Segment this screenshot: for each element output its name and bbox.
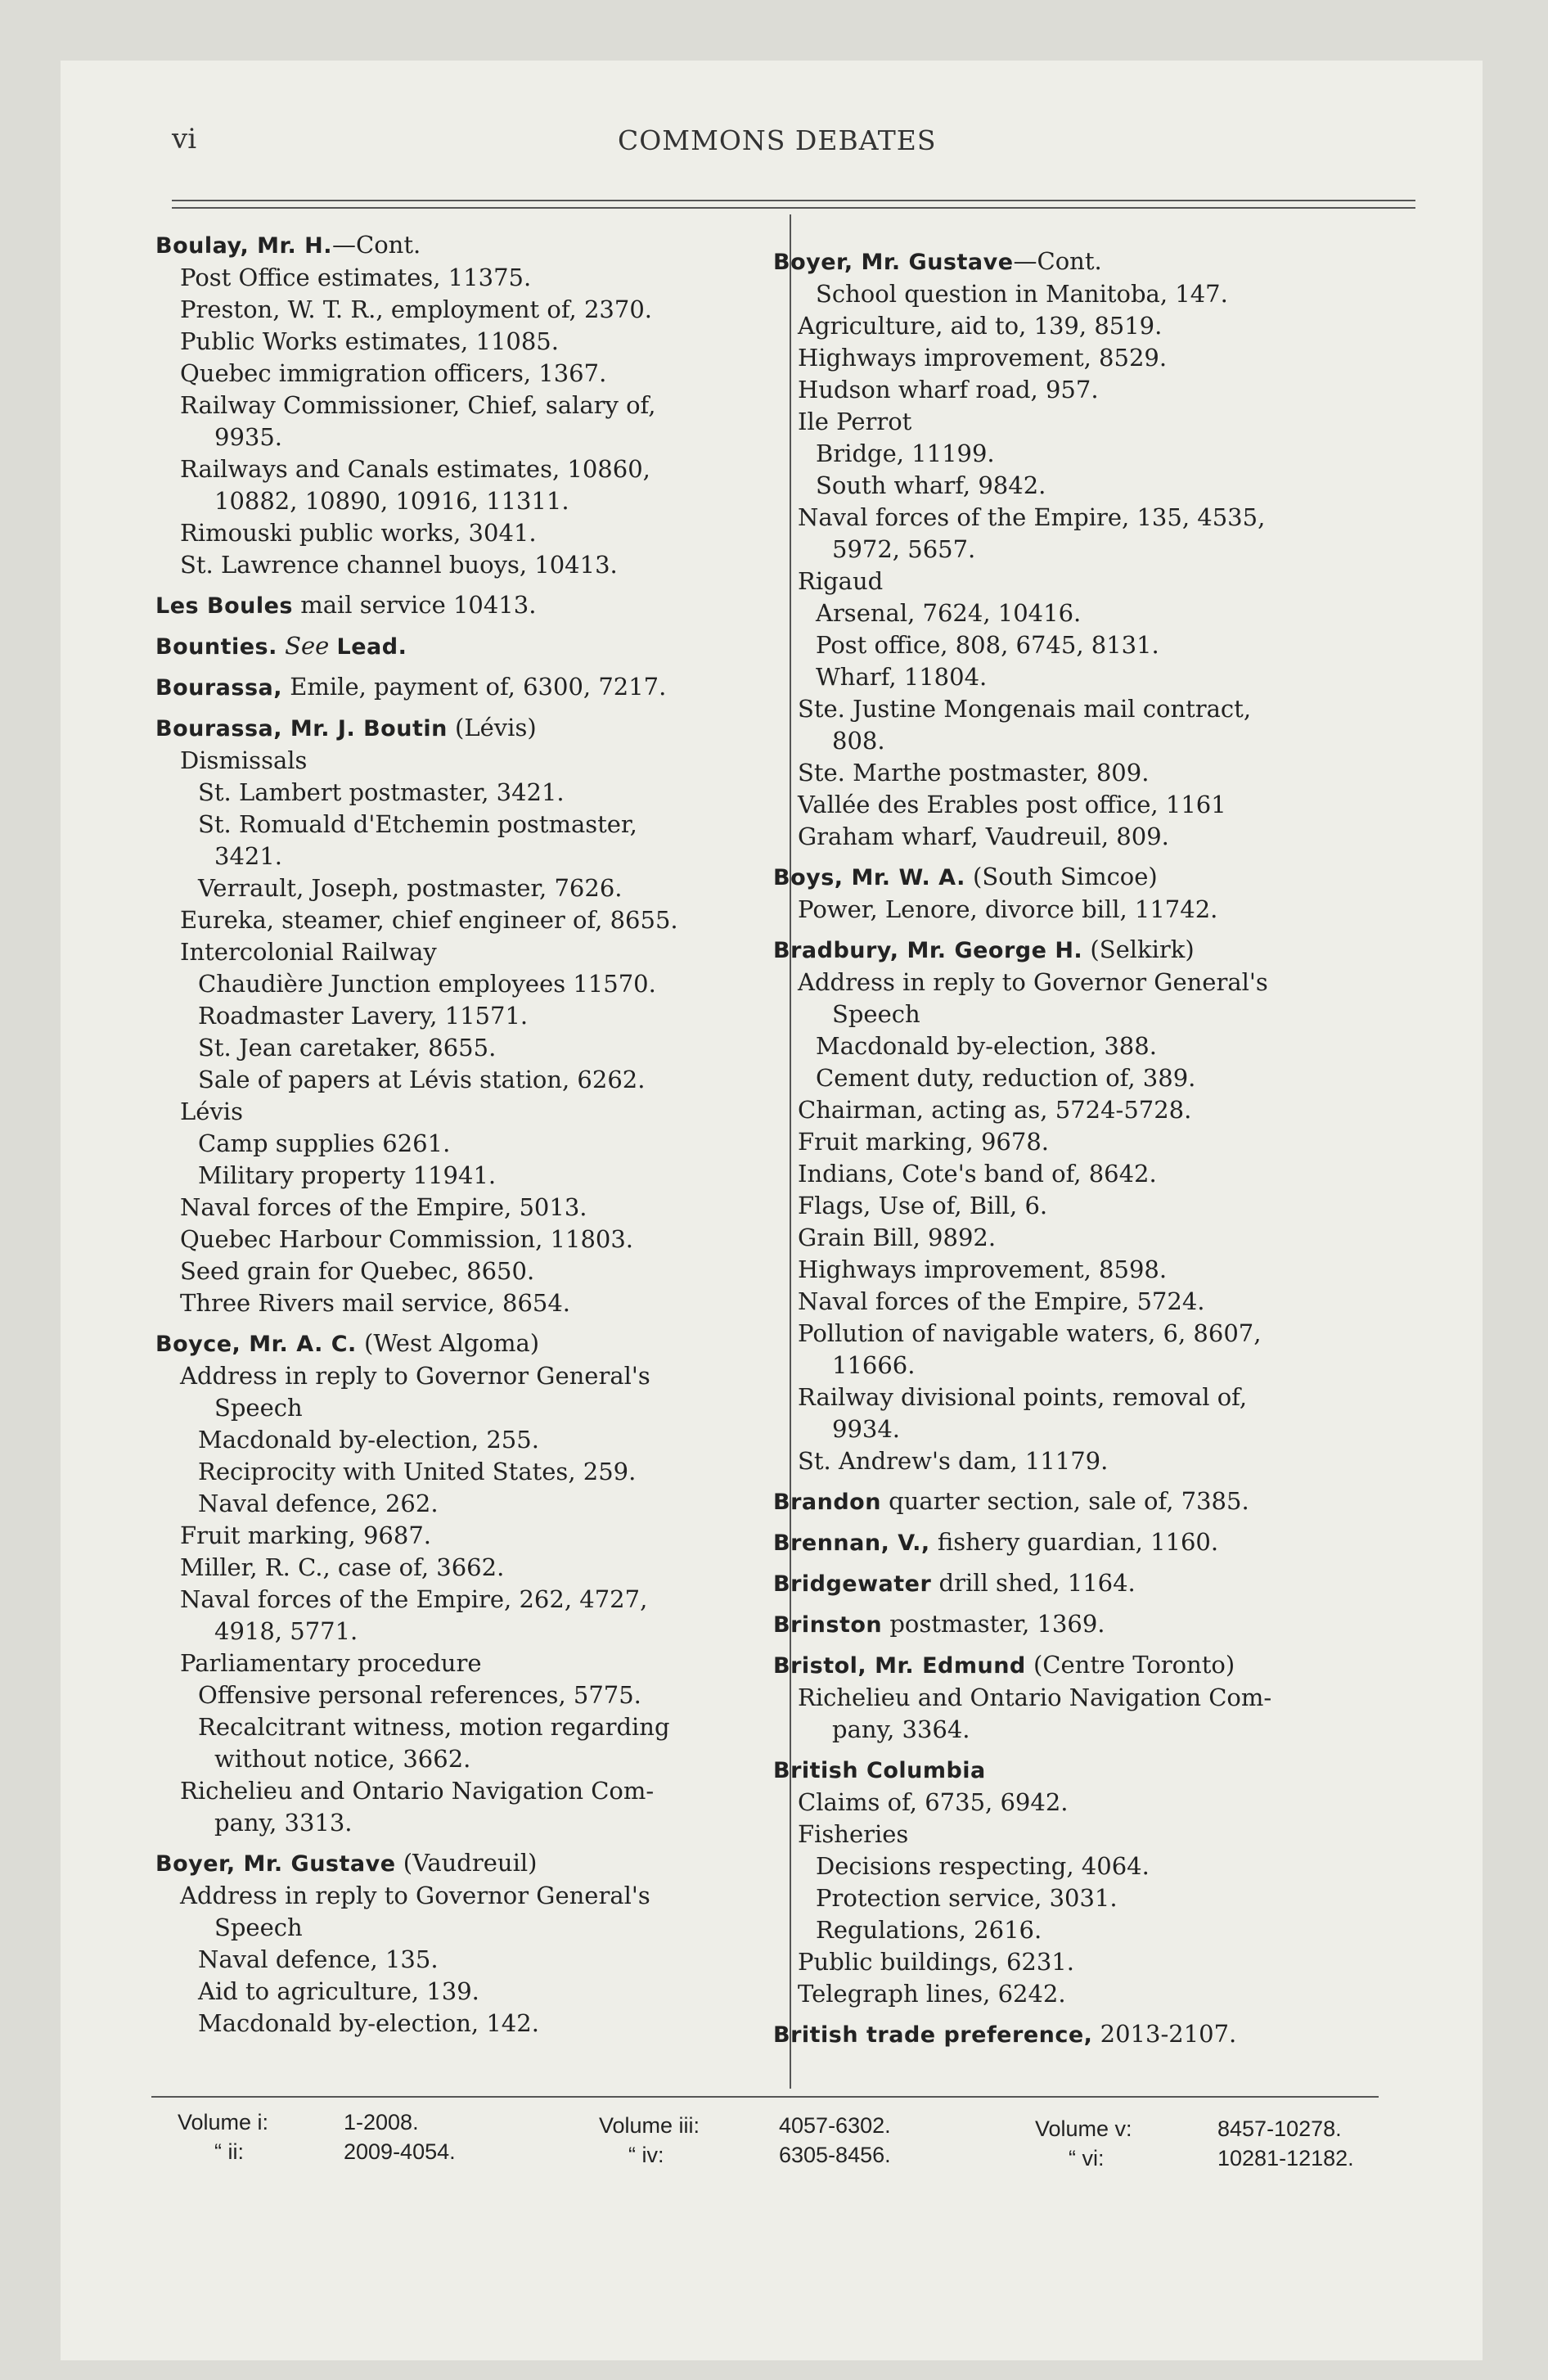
entry-text: Naval forces of the Empire, 5724. <box>798 1287 1205 1315</box>
entry-text: Hudson wharf road, 957. <box>798 376 1099 403</box>
entry-text: 11666. <box>832 1351 916 1379</box>
index-subentry <box>773 342 1407 374</box>
entry-text: Naval forces of the Empire, 5013. <box>180 1193 587 1221</box>
index-subentry <box>155 1552 769 1584</box>
index-subentry <box>155 1160 769 1192</box>
index-heading <box>155 671 769 704</box>
index-subentry <box>773 1978 1407 2010</box>
entry-text: Recalcitrant witness, motion regarding <box>198 1713 670 1741</box>
right-column <box>773 246 1407 2051</box>
entry-name: Brinston <box>773 1612 883 1638</box>
entry-detail: fishery guardian, 1160. <box>929 1528 1219 1556</box>
footer-range: 6305-8456. <box>779 2143 891 2167</box>
entry-name: Boys, Mr. W. A. <box>773 865 965 890</box>
entry-text: Ste. Marthe postmaster, 809. <box>798 759 1150 787</box>
index-subentry <box>155 453 769 485</box>
index-subentry <box>773 374 1407 406</box>
index-entry <box>155 229 769 581</box>
entry-text: Preston, W. T. R., employment of, 2370. <box>180 295 652 323</box>
entry-text: 5972, 5657. <box>832 535 976 563</box>
index-heading <box>773 861 1407 894</box>
index-subentry <box>773 1787 1407 1819</box>
entry-detail: (Centre Toronto) <box>1025 1651 1235 1679</box>
entry-detail: 2013-2107. <box>1092 2020 1237 2048</box>
index-heading <box>773 1649 1407 1682</box>
index-subentry <box>773 661 1407 693</box>
entry-text: Decisions respecting, 4064. <box>816 1852 1150 1880</box>
entry-name: Bradbury, Mr. George H. <box>773 938 1083 963</box>
index-subentry <box>773 1286 1407 1318</box>
entry-text: Wharf, 11804. <box>816 663 988 691</box>
index-subentry <box>155 904 769 936</box>
entry-text: Highways improvement, 8598. <box>798 1255 1168 1283</box>
entry-text: Macdonald by-election, 255. <box>198 1426 539 1454</box>
entry-text: Railway divisional points, removal of, <box>798 1383 1248 1411</box>
entry-text: 808. <box>832 727 885 755</box>
index-entry <box>155 712 769 1319</box>
entry-detail: Emile, payment of, 6300, 7217. <box>282 673 667 701</box>
index-subentry <box>773 789 1407 821</box>
index-heading <box>155 1327 769 1360</box>
index-entry <box>773 2018 1407 2051</box>
entry-text: Aid to agriculture, 139. <box>198 1977 479 2005</box>
index-subentry <box>155 841 769 872</box>
index-subentry <box>155 294 769 326</box>
index-subentry <box>773 1914 1407 1946</box>
index-subentry <box>155 262 769 294</box>
index-subentry <box>155 1360 769 1392</box>
entry-text: Protection service, 3031. <box>816 1884 1118 1912</box>
index-heading <box>773 1567 1407 1600</box>
index-entry <box>773 861 1407 926</box>
index-subentry <box>773 1382 1407 1413</box>
index-subentry <box>773 1350 1407 1382</box>
entry-text: Naval forces of the Empire, 135, 4535, <box>798 503 1266 531</box>
entry-detail: —Cont. <box>332 231 421 259</box>
entry-text: 9935. <box>214 423 283 451</box>
index-subentry <box>155 485 769 517</box>
index-entry <box>773 1754 1407 2010</box>
index-subentry <box>155 1807 769 1839</box>
index-subentry <box>155 1520 769 1552</box>
index-entry <box>773 246 1407 853</box>
index-subentry <box>155 1616 769 1648</box>
index-subentry <box>155 1679 769 1711</box>
index-heading <box>773 1526 1407 1559</box>
index-subentry <box>773 502 1407 534</box>
index-subentry <box>155 1944 769 1976</box>
entry-name: Boulay, Mr. H. <box>155 233 332 259</box>
entry-text: Address in reply to Governor General's <box>180 1362 650 1390</box>
index-subentry <box>773 310 1407 342</box>
entry-text: 10882, 10890, 10916, 11311. <box>214 487 569 515</box>
index-heading <box>773 934 1407 967</box>
entry-text: Vallée des Erables post office, 1161 <box>798 791 1226 818</box>
entry-text: Rigaud <box>798 567 884 595</box>
entry-text: Sale of papers at Lévis station, 6262. <box>198 1066 646 1093</box>
entry-detail: —Cont. <box>1013 247 1102 275</box>
entry-text: Richelieu and Ontario Navigation Com- <box>798 1684 1272 1711</box>
entry-text: Regulations, 2616. <box>816 1916 1042 1944</box>
entry-text: Roadmaster Lavery, 11571. <box>198 1002 529 1030</box>
index-subentry <box>155 1032 769 1064</box>
footer-label: “ vi: <box>1069 2146 1105 2170</box>
entry-text: Public buildings, 6231. <box>798 1948 1074 1976</box>
index-entry <box>773 1649 1407 1746</box>
index-subentry <box>155 809 769 841</box>
entry-text: Speech <box>214 1394 303 1422</box>
entry-text: Pollution of navigable waters, 6, 8607, <box>798 1319 1262 1347</box>
entry-text: Rimouski public works, 3041. <box>180 519 537 547</box>
entry-text: St. Andrew's dam, 11179. <box>798 1447 1109 1475</box>
index-subentry <box>155 1584 769 1616</box>
index-entry <box>773 1485 1407 1518</box>
index-subentry <box>773 1682 1407 1714</box>
footer-range: 2009-4054. <box>344 2139 456 2164</box>
entry-text: St. Jean caretaker, 8655. <box>198 1034 497 1062</box>
entry-detail: quarter section, sale of, 7385. <box>880 1487 1249 1515</box>
footer-label: Volume iii: <box>599 2113 700 2138</box>
index-subentry <box>155 1976 769 2008</box>
index-subentry <box>155 1392 769 1424</box>
index-heading <box>155 229 769 262</box>
entry-name: Bridgewater <box>773 1571 932 1597</box>
footer-range: 10281-12182. <box>1217 2146 1354 2170</box>
index-subentry <box>773 998 1407 1030</box>
entry-detail: postmaster, 1369. <box>882 1610 1105 1638</box>
index-subentry <box>773 757 1407 789</box>
entry-text: Naval defence, 262. <box>198 1490 439 1517</box>
index-entry <box>773 934 1407 1477</box>
entry-text: Address in reply to Governor General's <box>180 1882 650 1909</box>
entry-text: Indians, Cote's band of, 8642. <box>798 1160 1157 1188</box>
entry-text: Macdonald by-election, 142. <box>198 2009 539 2037</box>
footer-label: “ ii: <box>214 2139 244 2164</box>
header-rule <box>172 200 1415 209</box>
entry-name: Brandon <box>773 1490 881 1515</box>
entry-text: Highways improvement, 8529. <box>798 344 1168 372</box>
entry-text: Railway Commissioner, Chief, salary of, <box>180 391 656 419</box>
entry-name: Brennan, V., <box>773 1530 930 1556</box>
entry-text: Agriculture, aid to, 139, 8519. <box>798 312 1163 340</box>
index-subentry <box>773 725 1407 757</box>
index-subentry <box>773 1946 1407 1978</box>
index-subentry <box>155 1224 769 1255</box>
index-subentry <box>155 1064 769 1096</box>
entry-text: Fruit marking, 9678. <box>798 1128 1050 1156</box>
index-subentry <box>773 278 1407 310</box>
entry-detail: (Vaudreuil) <box>395 1849 538 1877</box>
see-reference: See <box>277 632 337 660</box>
index-subentry <box>155 1000 769 1032</box>
entry-text: Address in reply to Governor General's <box>798 968 1268 996</box>
footer-range: 4057-6302. <box>779 2113 891 2138</box>
index-subentry <box>773 1254 1407 1286</box>
entry-text: Fisheries <box>798 1820 909 1848</box>
page-number: vi <box>172 123 197 156</box>
entry-text: Railways and Canals estimates, 10860, <box>180 455 650 483</box>
entry-text: Macdonald by-election, 388. <box>816 1032 1157 1060</box>
index-subentry <box>773 1819 1407 1850</box>
index-subentry <box>773 693 1407 725</box>
index-subentry <box>155 517 769 549</box>
index-heading <box>773 1485 1407 1518</box>
index-subentry <box>155 549 769 581</box>
entry-text: Chairman, acting as, 5724-5728. <box>798 1096 1192 1124</box>
entry-text: St. Romuald d'Etchemin postmaster, <box>198 810 637 838</box>
entry-text: Camp supplies 6261. <box>198 1129 451 1157</box>
entry-name: Bourassa, Mr. J. Boutin <box>155 716 448 741</box>
index-heading <box>773 1608 1407 1641</box>
entry-text: Eureka, steamer, chief engineer of, 8655. <box>180 906 678 934</box>
index-subentry <box>155 968 769 1000</box>
index-subentry <box>155 1255 769 1287</box>
index-entry <box>155 1847 769 2040</box>
entry-text: Naval forces of the Empire, 262, 4727, <box>180 1585 648 1613</box>
index-subentry <box>155 358 769 390</box>
index-subentry <box>773 967 1407 998</box>
entry-text: Arsenal, 7624, 10416. <box>816 599 1082 627</box>
entry-text: Quebec Harbour Commission, 11803. <box>180 1225 634 1253</box>
entry-text: Military property 11941. <box>198 1161 497 1189</box>
entry-name: Les Boules <box>155 593 293 619</box>
entry-text: St. Lawrence channel buoys, 10413. <box>180 551 618 579</box>
index-subentry <box>773 1126 1407 1158</box>
index-subentry <box>155 1424 769 1456</box>
footer-range: 8457-10278. <box>1217 2116 1342 2141</box>
entry-name: Bounties. <box>155 634 277 660</box>
index-subentry <box>155 1880 769 1912</box>
entry-text: Seed grain for Quebec, 8650. <box>180 1257 535 1285</box>
entry-text: Fruit marking, 9687. <box>180 1521 432 1549</box>
index-subentry <box>155 1192 769 1224</box>
entry-text: Power, Lenore, divorce bill, 11742. <box>798 895 1218 923</box>
entry-text: St. Lambert postmaster, 3421. <box>198 778 565 806</box>
entry-detail: (Lévis) <box>447 714 537 741</box>
entry-name: British trade preference, <box>773 2022 1093 2048</box>
entry-text: Public Works estimates, 11085. <box>180 327 559 355</box>
index-entry <box>773 1608 1407 1641</box>
index-heading <box>155 589 769 622</box>
index-subentry <box>773 1850 1407 1882</box>
index-subentry <box>155 1912 769 1944</box>
index-heading <box>155 630 769 663</box>
index-subentry <box>155 745 769 777</box>
entry-text: Grain Bill, 9892. <box>798 1224 997 1251</box>
entry-name: Boyer, Mr. Gustave <box>155 1851 396 1877</box>
index-subentry <box>773 1222 1407 1254</box>
entry-text: Post office, 808, 6745, 8131. <box>816 631 1159 659</box>
entry-detail: drill shed, 1164. <box>931 1569 1136 1597</box>
entry-text: Chaudière Junction employees 11570. <box>198 970 656 998</box>
index-subentry <box>155 936 769 968</box>
entry-text: Parliamentary procedure <box>180 1649 482 1677</box>
entry-detail: (West Algoma) <box>356 1329 540 1357</box>
entry-text: Flags, Use of, Bill, 6. <box>798 1192 1048 1219</box>
index-subentry <box>155 1775 769 1807</box>
entry-text: Dismissals <box>180 746 308 774</box>
entry-text: School question in Manitoba, 147. <box>816 280 1228 308</box>
index-subentry <box>773 1882 1407 1914</box>
page-title: COMMONS DEBATES <box>618 124 937 156</box>
see-target: Lead. <box>336 634 407 660</box>
index-heading <box>773 1754 1407 1787</box>
entry-name: Boyer, Mr. Gustave <box>773 250 1014 275</box>
index-subentry <box>155 1743 769 1775</box>
index-subentry <box>155 1488 769 1520</box>
index-subentry <box>773 1318 1407 1350</box>
index-subentry <box>773 629 1407 661</box>
index-subentry <box>773 894 1407 926</box>
index-subentry <box>773 1158 1407 1190</box>
entry-text: Intercolonial Railway <box>180 938 437 966</box>
index-subentry <box>773 1413 1407 1445</box>
entry-text: Cement duty, reduction of, 389. <box>816 1064 1196 1092</box>
entry-text: Claims of, 6735, 6942. <box>798 1788 1069 1816</box>
index-entry <box>155 589 769 622</box>
left-column <box>155 229 769 2040</box>
entry-text: Speech <box>214 1913 303 1941</box>
entry-text: pany, 3313. <box>214 1809 353 1837</box>
entry-name: Boyce, Mr. A. C. <box>155 1332 357 1357</box>
index-subentry <box>155 390 769 421</box>
entry-text: South wharf, 9842. <box>816 471 1046 499</box>
entry-text: Richelieu and Ontario Navigation Com- <box>180 1777 655 1805</box>
index-subentry <box>155 421 769 453</box>
entry-detail: (Selkirk) <box>1082 935 1195 963</box>
index-entry <box>155 630 769 663</box>
index-subentry <box>773 1030 1407 1062</box>
index-subentry <box>155 326 769 358</box>
index-subentry <box>773 821 1407 853</box>
entry-text: without notice, 3662. <box>214 1745 471 1773</box>
index-subentry <box>773 1094 1407 1126</box>
index-subentry <box>773 406 1407 438</box>
entry-text: Three Rivers mail service, 8654. <box>180 1289 571 1317</box>
index-subentry <box>773 1445 1407 1477</box>
index-heading <box>773 2018 1407 2051</box>
index-subentry <box>155 1096 769 1128</box>
index-entry <box>773 1567 1407 1600</box>
index-subentry <box>773 438 1407 470</box>
entry-text: Bridge, 11199. <box>816 439 995 467</box>
footer-label: “ iv: <box>628 2143 664 2167</box>
index-subentry <box>155 1287 769 1319</box>
footer-label: Volume i: <box>178 2110 269 2134</box>
index-subentry <box>155 1711 769 1743</box>
entry-text: Speech <box>832 1000 920 1028</box>
entry-text: Offensive personal references, 5775. <box>198 1681 641 1709</box>
index-subentry <box>155 1128 769 1160</box>
index-subentry <box>155 1456 769 1488</box>
index-subentry <box>773 1190 1407 1222</box>
entry-text: Post Office estimates, 11375. <box>180 264 532 291</box>
entry-name: Bristol, Mr. Edmund <box>773 1653 1026 1679</box>
entry-text: Telegraph lines, 6242. <box>798 1980 1066 2008</box>
entry-text: Lévis <box>180 1098 243 1125</box>
footer-range: 1-2008. <box>344 2110 419 2134</box>
entry-text: 4918, 5771. <box>214 1617 358 1645</box>
index-subentry <box>773 1062 1407 1094</box>
index-heading <box>155 712 769 745</box>
index-subentry <box>773 597 1407 629</box>
index-subentry <box>773 534 1407 566</box>
entry-text: Ste. Justine Mongenais mail contract, <box>798 695 1252 723</box>
index-subentry <box>155 2008 769 2040</box>
footer-rule <box>151 2096 1379 2098</box>
index-heading <box>773 246 1407 278</box>
entry-text: Ile Perrot <box>798 408 912 435</box>
entry-text: Quebec immigration officers, 1367. <box>180 359 607 387</box>
entry-text: Miller, R. C., case of, 3662. <box>180 1553 505 1581</box>
entry-text: Reciprocity with United States, 259. <box>198 1458 637 1485</box>
entry-detail: mail service 10413. <box>292 591 537 619</box>
entry-text: 3421. <box>214 842 283 870</box>
index-subentry <box>773 470 1407 502</box>
footer-label: Volume v: <box>1035 2116 1132 2141</box>
entry-detail: (South Simcoe) <box>965 863 1158 890</box>
entry-name: British Columbia <box>773 1758 986 1783</box>
index-subentry <box>773 1714 1407 1746</box>
index-subentry <box>155 1648 769 1679</box>
index-subentry <box>155 777 769 809</box>
index-entry <box>773 1526 1407 1559</box>
entry-text: Naval defence, 135. <box>198 1945 439 1973</box>
index-entry <box>155 671 769 704</box>
entry-text: Graham wharf, Vaudreuil, 809. <box>798 823 1169 850</box>
entry-text: 9934. <box>832 1415 901 1443</box>
entry-name: Bourassa, <box>155 675 283 701</box>
index-heading <box>155 1847 769 1880</box>
index-entry <box>155 1327 769 1839</box>
entry-text: pany, 3364. <box>832 1715 970 1743</box>
entry-text: Verrault, Joseph, postmaster, 7626. <box>198 874 623 902</box>
index-subentry <box>773 566 1407 597</box>
index-subentry <box>155 872 769 904</box>
